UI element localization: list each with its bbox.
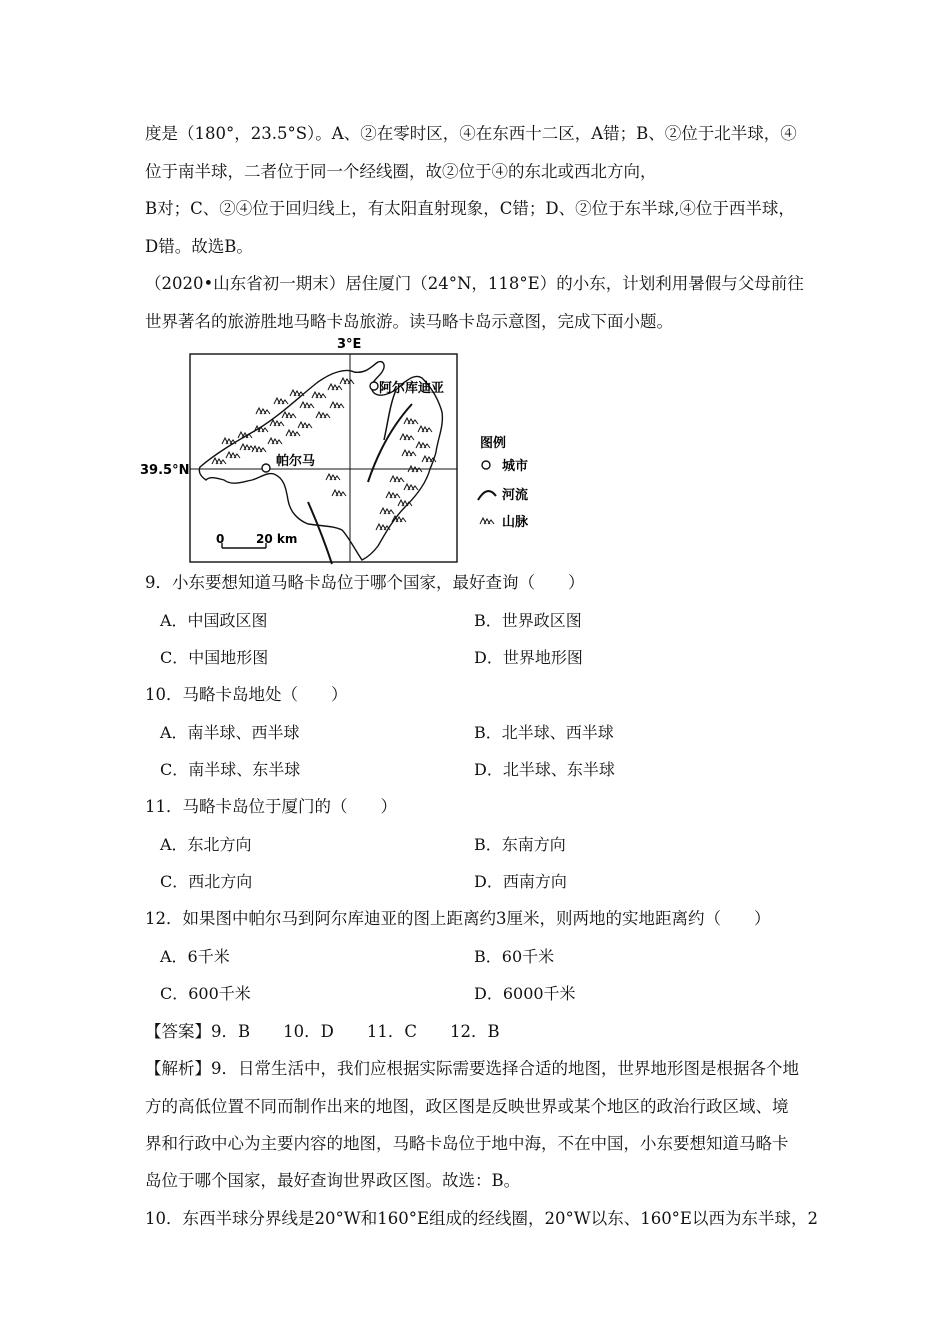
analysis-line-1: 【解析】9．日常生活中，我们应根据实际需要选择合适的地图，世界地形图是根据各个地 xyxy=(145,1059,799,1078)
answer-line: 【答案】9．B 10．D 11．C 12．B xyxy=(145,1022,500,1041)
question-9-option-c: C．中国地形图 xyxy=(160,648,269,667)
question-10-option-a: A．南半球、西半球 xyxy=(160,723,300,742)
analysis-line-3: 界和行政中心为主要内容的地图，马略卡岛位于地中海，不在中国，小东要想知道马略卡 xyxy=(145,1134,789,1153)
city-alcudia-label: 阿尔库迪亚 xyxy=(379,381,445,396)
question-11-option-d: D．西南方向 xyxy=(474,872,567,891)
city-palma-marker xyxy=(262,464,270,472)
question-11-stem: 11．马略卡岛位于厦门的（ ） xyxy=(145,797,397,816)
longitude-label: 3°E xyxy=(337,337,362,352)
analysis-line-4: 岛位于哪个国家，最好查询世界政区图。故选：B。 xyxy=(145,1171,521,1190)
legend-city: 城市 xyxy=(502,459,529,474)
scale-zero: 0 xyxy=(216,532,225,546)
paragraph-line-6: 世界著名的旅游胜地马略卡岛旅游。读马略卡岛示意图，完成下面小题。 xyxy=(145,312,673,331)
question-11-option-c: C．西北方向 xyxy=(160,872,253,891)
question-10-option-d: D．北半球、东半球 xyxy=(474,760,615,779)
question-10-option-c: C．南半球、东半球 xyxy=(160,760,301,779)
question-12-option-d: D．6000千米 xyxy=(474,984,576,1003)
paragraph-line-1: 度是（180°，23.5°S）。A、②在零时区，④在东西十二区，A错；B、②位于北半球，④ xyxy=(145,124,797,143)
legend-title: 图例 xyxy=(480,436,507,451)
river-2 xyxy=(368,404,412,482)
legend-river: 河流 xyxy=(502,488,529,503)
question-11-option-a: A．东北方向 xyxy=(160,835,252,854)
city-palma-label: 帕尔马 xyxy=(276,454,316,469)
city-alcudia-marker xyxy=(370,382,378,390)
legend-mountain: 山脉 xyxy=(502,515,529,530)
legend-river-icon xyxy=(478,491,496,500)
analysis-line-5: 10．东西半球分界线是20°W和160°E组成的经线圈，20°W以东、160°E以西为东半球，2 xyxy=(145,1209,818,1228)
paragraph-line-2: 位于南半球，二者位于同一个经线圈，故②位于④的东北或西北方向， xyxy=(145,162,657,181)
latitude-label: 39.5°N xyxy=(140,463,190,478)
analysis-line-2: 方的高低位置不同而制作出来的地图，政区图是反映世界或某个地区的政治行政区域、境 xyxy=(145,1097,789,1116)
question-12-option-a: A．6千米 xyxy=(160,947,230,966)
mountain-range-east xyxy=(326,418,436,530)
question-12-option-b: B．60千米 xyxy=(474,947,555,966)
mallorca-map xyxy=(140,334,560,566)
legend-city-icon xyxy=(482,461,490,469)
question-10-option-b: B．北半球、西半球 xyxy=(474,723,614,742)
paragraph-line-5: （2020•山东省初一期末）居住厦门（24°N，118°E）的小东，计划利用暑假与父母前往 xyxy=(145,274,804,293)
question-11-option-b: B．东南方向 xyxy=(474,835,566,854)
question-12-option-c: C．600千米 xyxy=(160,984,251,1003)
paragraph-line-3: B对；C、②④位于回归线上，有太阳直射现象，C错；D、②位于东半球,④位于西半球， xyxy=(145,199,795,218)
question-10-stem: 10．马略卡岛地处（ ） xyxy=(145,685,348,704)
question-9-option-d: D．世界地形图 xyxy=(474,648,583,667)
question-9-option-a: A．中国政区图 xyxy=(160,611,268,630)
legend-mountain-icon xyxy=(480,518,494,524)
scale-distance: 20 km xyxy=(256,532,298,546)
question-9-option-b: B．世界政区图 xyxy=(474,611,582,630)
question-12-stem: 12．如果图中帕尔马到阿尔库迪亚的图上距离约3厘米，则两地的实地距离约（ ） xyxy=(145,909,771,928)
paragraph-line-4: D错。故选B。 xyxy=(145,237,253,256)
river-1 xyxy=(308,502,332,564)
question-9-stem: 9．小东要想知道马略卡岛位于哪个国家，最好查询（ ） xyxy=(145,573,585,592)
mountain-range-northwest xyxy=(212,378,354,464)
